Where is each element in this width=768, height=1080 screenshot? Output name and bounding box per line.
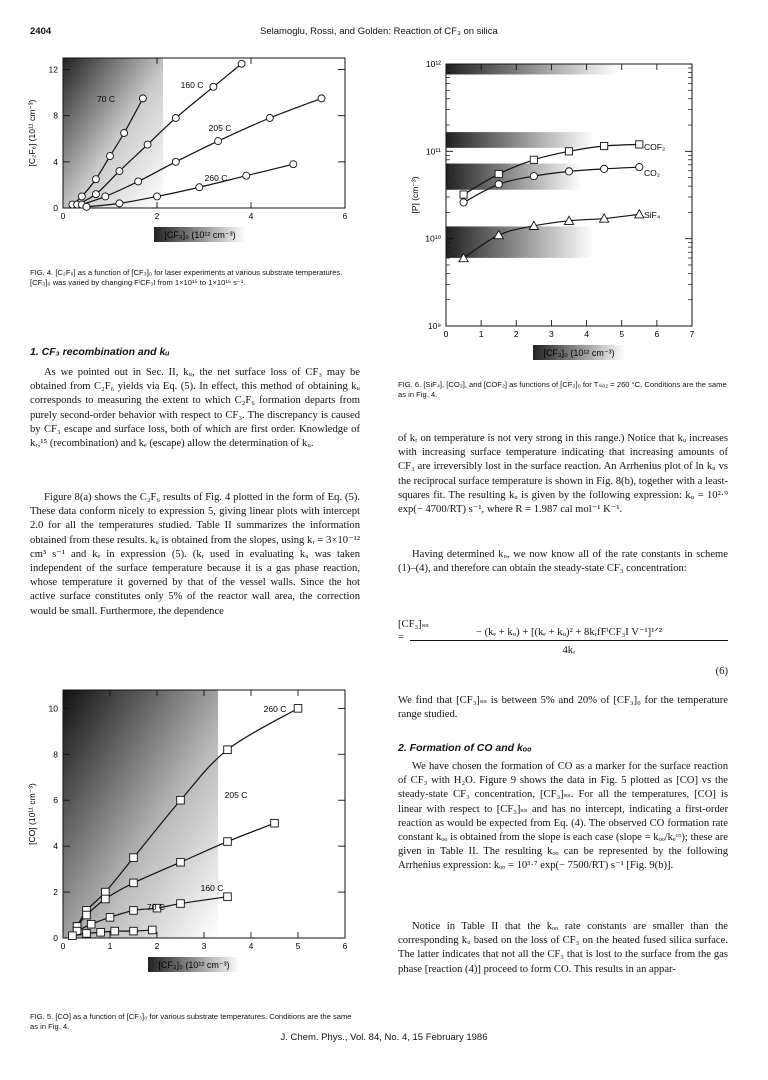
data-point — [111, 927, 119, 935]
data-point — [172, 115, 179, 122]
data-point — [149, 926, 157, 934]
figure-4-chart — [27, 58, 360, 266]
data-point — [135, 178, 142, 185]
data-point — [215, 138, 222, 145]
y-tick-label: 2 — [53, 887, 58, 898]
data-point — [121, 130, 128, 137]
equation-denominator: 4kᵣ — [562, 645, 576, 656]
page-number: 2404 — [30, 26, 52, 37]
data-point — [139, 95, 146, 102]
paragraph-7-text: Notice in Table II that the kₒₒ rate constants are smaller than the corresponding kᵤ based on the loss of CF₃ on the heated fused silica surface. The latter indicates that not all the CF₃ that is lost to the surface from the gas phase [reaction (4)] proceed to form CO. This results in an appar- — [398, 921, 728, 975]
x-tick-label: 5 — [295, 941, 301, 951]
data-point — [238, 60, 245, 67]
x-tick-label: 2 — [513, 329, 519, 339]
x-tick-label: 0 — [60, 211, 66, 221]
series-label: 160 C — [180, 80, 204, 90]
data-point — [210, 83, 217, 90]
data-point — [243, 172, 250, 179]
x-tick-label: 0 — [443, 329, 449, 339]
data-point — [530, 173, 537, 180]
data-point — [116, 168, 123, 175]
x-tick-label: 6 — [654, 329, 660, 339]
data-point — [130, 854, 138, 862]
series-label: 205 C — [208, 123, 232, 133]
figure-5-caption: FIG. 5. [CO] as a function of [CF₃]₀ for various substrate temperatures. Conditions are the same as in Fig. 4. — [30, 1012, 352, 1031]
data-point — [460, 191, 467, 198]
background-shading — [446, 226, 594, 257]
data-point — [83, 930, 91, 938]
equation-numerator: − (kₑ + kᵤ) + [(kₑ + kᵤ)² + 8kᵣfFⁱCF₃I V⁻¹]¹ᐟ² — [410, 626, 728, 641]
paragraph-1-text: As we pointed out in Sec. II, kᵤ, the net surface loss of CF₃ may be obtained from C₂F₆ yields via Eq. (5). In effect, this method of obtaining kᵤ corresponds to measuring the extent to which C₂F₆ formation departs from purely second-order behavior with respect to CF₃. The discrepancy is caused by CF₃ escape and surface loss, both of which are first order. Knowledge of kᵣ,¹⁵ (recombination) and kₑ (escape) allow the determination of kᵤ. — [30, 367, 360, 450]
data-point — [601, 142, 608, 149]
data-point — [83, 203, 90, 210]
x-tick-label: 5 — [619, 329, 625, 339]
figure-6-caption: FIG. 6. [SiF₄], [CO₂], and [COF₂] as functions of [CF₃]₀ for Tₛᵢₒ₂ = 260 °C. Conditions are the same as in Fig. 4. — [398, 380, 727, 399]
data-point — [130, 879, 138, 887]
data-point — [601, 165, 608, 172]
data-point — [266, 115, 273, 122]
y-tick-label: 10¹¹ — [425, 146, 441, 157]
data-point — [172, 158, 179, 165]
paragraph-7 — [398, 920, 728, 977]
paragraph-4-text: Having determined kᵤ, we now know all of the rate constants in scheme (1)–(4), and therefore can obtain the steady-state CF₃ concentration: — [398, 549, 728, 575]
data-point — [130, 907, 138, 915]
data-point — [116, 200, 123, 207]
data-point — [460, 199, 467, 206]
data-point — [530, 156, 537, 163]
data-point — [565, 168, 572, 175]
x-tick-label: 4 — [248, 211, 254, 221]
data-point — [107, 153, 114, 160]
x-tick-label: 1 — [107, 941, 113, 951]
y-tick-label: 4 — [53, 156, 58, 167]
y-axis-label: [C₂F₆] (10¹¹ cm⁻³) — [27, 99, 37, 167]
x-axis-label: [CF₃]₀ (10¹² cm⁻³) — [543, 348, 615, 358]
y-axis-label: [P] (cm⁻³) — [410, 176, 420, 214]
series-label: 205 C — [224, 790, 248, 800]
data-point — [92, 191, 99, 198]
equation-number: (6) — [715, 666, 728, 677]
series-label: SiF₄ — [644, 210, 661, 220]
data-point — [102, 895, 110, 903]
y-tick-label: 8 — [53, 749, 58, 760]
x-tick-label: 4 — [584, 329, 589, 339]
data-point — [106, 914, 114, 922]
data-point — [92, 176, 99, 183]
series-label: 70 C — [97, 94, 115, 104]
background-shading — [446, 132, 594, 148]
figure-6-chart — [398, 52, 728, 374]
x-tick-label: 4 — [248, 941, 254, 951]
data-point — [87, 920, 95, 928]
data-point — [636, 163, 643, 170]
data-point — [177, 900, 185, 908]
series-label: 70 C — [147, 902, 165, 912]
y-tick-label: 8 — [53, 110, 58, 121]
section-2-heading: 2. Formation of CO and kₒₒ — [398, 742, 532, 754]
x-tick-label: 6 — [342, 941, 348, 951]
y-tick-label: 4 — [53, 841, 58, 852]
figure-5-chart — [27, 690, 360, 1008]
running-title: Selamoglu, Rossi, and Golden: Reaction of CF₃ on silica — [260, 26, 498, 37]
data-point — [83, 911, 91, 919]
data-point — [271, 819, 279, 827]
equation-equals: = — [398, 632, 404, 643]
y-tick-label: 10 — [48, 703, 58, 714]
paragraph-1 — [30, 366, 360, 451]
data-point — [318, 95, 325, 102]
data-point — [130, 927, 138, 935]
data-point — [154, 193, 161, 200]
data-point — [294, 705, 302, 713]
y-tick-label: 10⁹ — [427, 321, 441, 331]
x-tick-label: 2 — [154, 941, 160, 951]
y-tick-label: 10¹² — [425, 59, 441, 69]
x-tick-label: 6 — [342, 211, 348, 221]
data-point — [224, 746, 232, 754]
paragraph-4 — [398, 548, 728, 576]
data-point — [224, 893, 232, 901]
x-tick-label: 3 — [549, 329, 554, 339]
x-axis-label: [CF₃]₀ (10¹² cm⁻³) — [158, 960, 230, 970]
y-tick-label: 6 — [53, 795, 58, 806]
y-axis-label: [CO] (10¹¹ cm⁻³) — [27, 783, 37, 845]
y-tick-label: 0 — [53, 203, 58, 213]
data-point — [177, 858, 185, 866]
data-point — [78, 193, 85, 200]
data-point — [495, 170, 502, 177]
series-label: 160 C — [200, 883, 224, 893]
data-point — [97, 928, 105, 936]
data-point — [290, 161, 297, 168]
x-tick-label: 0 — [60, 941, 66, 951]
data-point — [636, 141, 643, 148]
data-point — [565, 148, 572, 155]
x-axis-label: [CF₃]₀ (10¹² cm⁻³) — [164, 230, 236, 240]
x-tick-label: 2 — [154, 211, 160, 221]
paragraph-6 — [398, 760, 728, 874]
data-point — [144, 141, 151, 148]
data-point — [495, 181, 502, 188]
series-label: COF₂ — [644, 142, 666, 152]
x-tick-label: 7 — [689, 329, 695, 339]
series-label: CO₂ — [644, 168, 661, 178]
equation-lhs: [CF₃]ₛₛ — [398, 619, 429, 630]
page-footer: J. Chem. Phys., Vol. 84, No. 4, 15 February 1986 — [280, 1032, 488, 1043]
series-label: 260 C — [263, 704, 287, 714]
paragraph-3: of kᵣ on temperature is not very strong in this range.) Notice that kᵤ increases with increasing surface temperature indicating that increasing amounts of CF₃ are irreversibly lost in the surface reaction. An Arrhenius plot of ln kᵤ vs the reciprocal surface temperature is shown in Fig. 8(b), together with a least-squares fit. The resulting kᵤ is given by the following expression: kᵤ = 10²·⁹ exp(− 4700/RT) s⁻¹, where R = 1.987 cal mol⁻¹ K⁻¹. — [398, 433, 728, 516]
data-point — [177, 796, 185, 804]
section-1-heading: 1. CF₃ recombination and kᵤ — [30, 346, 170, 358]
background-shading — [446, 64, 618, 74]
y-tick-label: 12 — [48, 64, 58, 75]
paragraph-2-text: Figure 8(a) shows the C₂F₆ results of Fig. 4 plotted in the form of Eq. (5). These data conform nicely to expression 5, giving linear plots with intercept 2.0 for all the temperatures studied. Table II summarizes the information obtained from these results. kᵤ is obtained from the slopes, using kᵣ = 3×10⁻¹² cm³ s⁻¹ and kₑ in expression (5). (kᵣ used in evaluating kᵤ was taken independent of the surface temperature because it is a gas phase reaction, whose temperature it governed by that of the vessel walls. Since the hot active surface constitutes only 5% of the reactor wall area, the correction would be small. Furthermore, the dependence — [30, 492, 360, 617]
data-point — [635, 210, 644, 218]
figure-4-caption: FIG. 4. [C₂F₆] as a function of [CF₃]₀ for laser experiments at various substrate temperatures. [CF₃]₀ was varied by changing FⁱCF₃I from 1×10¹⁵ to 1×10¹⁶ s⁻¹. — [30, 268, 343, 287]
series-label: 260 C — [204, 173, 228, 183]
data-point — [196, 184, 203, 191]
data-point — [69, 932, 77, 940]
plot-frame — [446, 64, 692, 326]
x-tick-label: 1 — [478, 329, 484, 339]
data-point — [224, 838, 232, 846]
x-tick-label: 3 — [201, 941, 207, 951]
paragraph-5: We find that [CF₃]ₛₛ is between 5% and 20% of [CF₃]₀ for the temperature range studied. — [398, 695, 728, 721]
paragraph-6-text: We have chosen the formation of CO as a marker for the surface reaction of CF₃ with H₂O. Figure 9 shows the data in Fig. 5 plotted as [CO] vs the steady-state CF₃ concentration, [CF₃]ₛₛ. For all the temperatures, [CO] is linear with respect to [CF₃]ₛₛ and has no intercept, indicating a first-order reaction as would be expected from Eq. (4). The observed CO formation rate constant kₒₒ is obtained from the slope is each case (slope = kₒₒ/kₑᶜᵒ); these are given in Table II. The resulting kₒₒ can be represented by the following Arrhenius expression: kₒₒ = 10³·⁷ exp(− 7500/RT) s⁻¹ [Fig. 9(b)]. — [398, 761, 728, 872]
y-tick-label: 10¹⁰ — [425, 233, 441, 244]
paragraph-2 — [30, 491, 360, 619]
y-tick-label: 0 — [53, 933, 58, 943]
data-point — [102, 193, 109, 200]
